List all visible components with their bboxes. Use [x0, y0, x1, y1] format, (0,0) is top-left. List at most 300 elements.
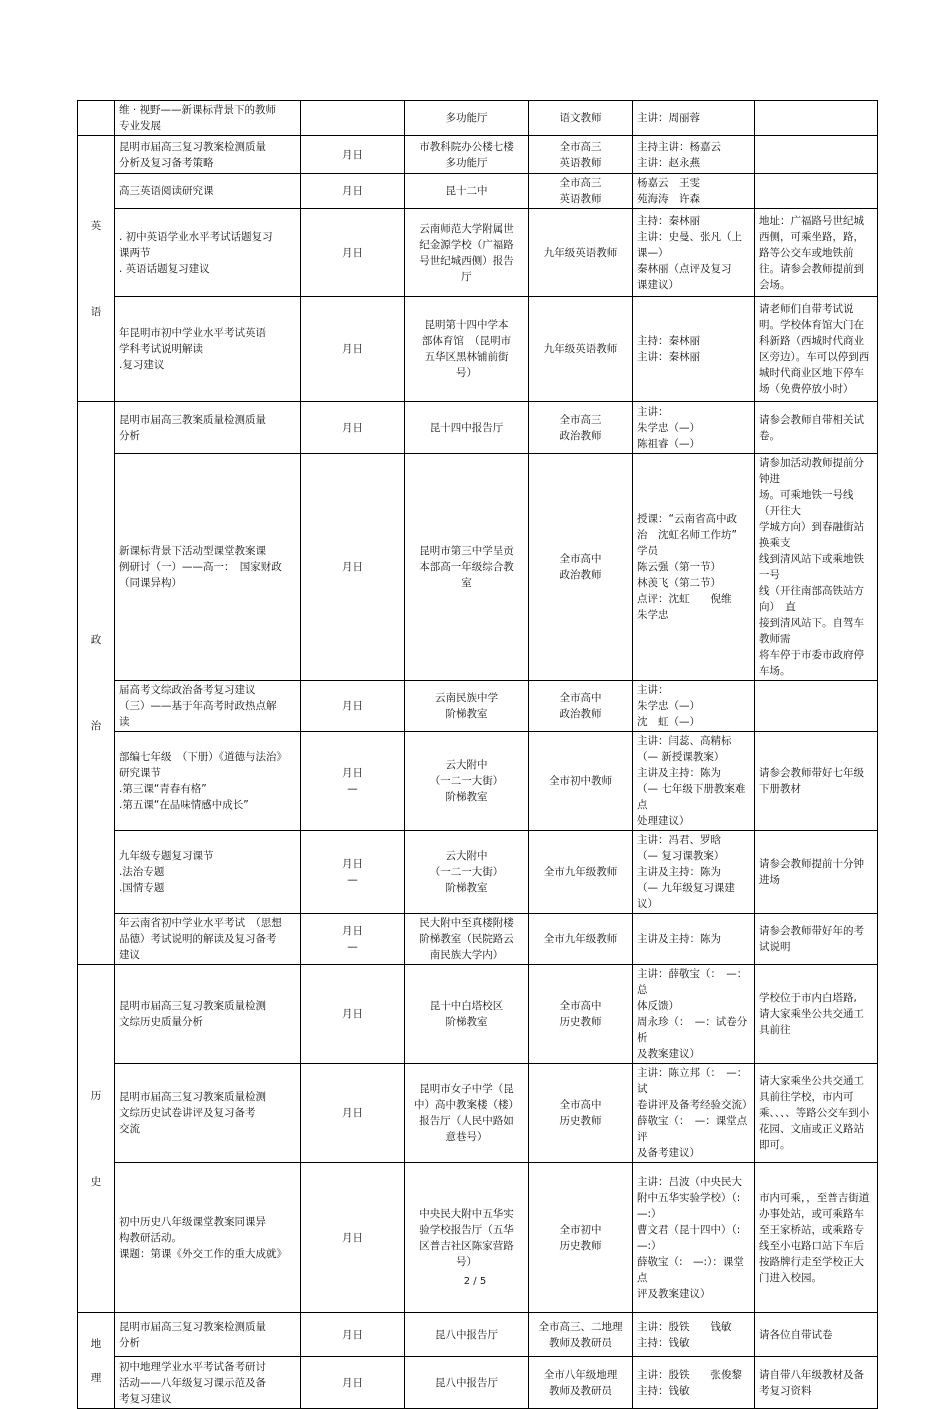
cell-line: 主讲及主持：陈为: [637, 866, 721, 878]
page-number: 2 / 5: [463, 1276, 487, 1287]
activity-note: [755, 1357, 878, 1409]
cell-line: 请参会教师提前十分钟: [759, 858, 864, 870]
cell-line: 周永珍（： —：试卷分析: [637, 1016, 748, 1044]
activity-content: [115, 209, 301, 297]
subject-cell: [78, 402, 115, 965]
cell-line: 主讲：殷铁 张俊黎: [637, 1368, 742, 1381]
activity-speaker: [633, 831, 755, 914]
cell-line: 九年级专题复习课节: [119, 850, 214, 862]
cell-line: —:）: [637, 1239, 662, 1252]
cell-line: 号）: [456, 367, 477, 379]
activity-audience: [529, 209, 633, 297]
activity-content: [115, 831, 301, 914]
activity-speaker: [633, 402, 755, 454]
cell-line: 主讲：史曼、张凡（上: [637, 230, 742, 243]
table-row: [78, 681, 878, 732]
table-row: [78, 1313, 878, 1357]
activity-speaker: [633, 209, 755, 297]
cell-line: 主讲：: [637, 405, 669, 418]
activity-note: [755, 454, 878, 681]
cell-line: .第三课“青春有格”: [119, 783, 207, 795]
activity-location: [405, 402, 529, 454]
cell-line: 年云南省初中学业水平考试 （思想: [119, 917, 282, 929]
cell-line: 地址：广福路号世纪城: [759, 214, 864, 227]
subject-char: 语: [90, 305, 102, 318]
cell-line: 品德）考试说明的解读及复习备考: [119, 933, 277, 945]
activity-speaker: [633, 965, 755, 1064]
cell-line: 验学校报告厅（五华: [419, 1223, 514, 1236]
cell-line: 请自带八年级教材及备: [759, 1368, 864, 1381]
activity-content: [115, 965, 301, 1064]
activity-audience: [529, 402, 633, 454]
activity-time: [301, 1357, 405, 1409]
activity-audience: [529, 965, 633, 1064]
cell-line: 昆明市第三中学呈贡: [419, 545, 514, 557]
activity-speaker: [633, 101, 755, 136]
activity-note: [755, 402, 878, 454]
cell-line: 市内可乘，，至普吉街道: [759, 1191, 870, 1204]
cell-line: 课两节: [119, 246, 151, 259]
cell-line: 多功能厅: [445, 156, 488, 169]
activity-location: [405, 297, 529, 402]
cell-line: 卷。: [759, 429, 780, 442]
cell-line: 意巷号）: [445, 1131, 488, 1143]
table-row: [78, 1357, 878, 1409]
cell-line: 请大家乘坐公共交通工: [759, 1075, 864, 1087]
activity-speaker: [633, 136, 755, 174]
cell-line: 专业发展: [119, 120, 161, 132]
subject-char: 政: [90, 634, 102, 646]
cell-line: 主讲：冯君、罗晗: [637, 834, 721, 846]
activity-time: [301, 101, 405, 136]
cell-line: 朱学忠（—）: [637, 700, 700, 712]
cell-line: 维 · 视野——新课标背景下的教师: [119, 104, 277, 116]
time-line: 月日: [342, 246, 363, 259]
activity-speaker: [633, 1357, 755, 1409]
time-line: —: [347, 783, 358, 795]
cell-line: 全市高三: [559, 177, 602, 189]
activity-note: [755, 914, 878, 965]
cell-line: 分析及复习备考策略: [119, 156, 214, 169]
cell-line: 薛敬宝（： —：课堂点评: [637, 1115, 748, 1143]
time-line: 月日: [342, 700, 363, 712]
cell-line: . 英语话题复习建议: [119, 262, 210, 275]
cell-line: 本部高一年级综合教: [419, 561, 514, 573]
cell-line: 下册教材: [759, 783, 801, 795]
cell-line: 全市高三、二地理: [538, 1320, 623, 1333]
cell-line: 曹文君（昆十四中）（:: [637, 1223, 741, 1236]
activity-content: [115, 297, 301, 402]
cell-line: 新课标背景下活动型课堂教案课: [119, 545, 266, 557]
cell-line: 按路牌行走至学校正大: [759, 1255, 864, 1268]
cell-line: .法治专题: [119, 866, 165, 878]
activity-content: [115, 914, 301, 965]
cell-line: 试说明: [759, 941, 791, 953]
cell-line: 学员: [637, 545, 658, 557]
activity-content: [115, 136, 301, 174]
activity-speaker: [633, 681, 755, 732]
activity-note: [755, 136, 878, 174]
time-line: 月日: [342, 1008, 363, 1020]
cell-line: 西侧，可乘坐路，路，: [759, 230, 864, 243]
table-row: [78, 101, 878, 136]
subject-cell: [78, 101, 115, 136]
cell-line: 陈云强（第一节）: [637, 561, 721, 573]
cell-line: 课—）: [637, 246, 669, 259]
activity-location: [405, 101, 529, 136]
cell-line: 届高考文综政治备考复习建议: [119, 684, 256, 696]
subject-char: 英: [90, 219, 102, 232]
time-line: 月日: [342, 858, 363, 870]
cell-line: 区旁边）。车可以停到西: [759, 351, 870, 363]
cell-line: 阶梯教室: [445, 882, 488, 894]
cell-line: 全市高中: [559, 692, 602, 704]
time-line: 月日: [342, 148, 363, 161]
cell-line: 民大附中至真楼附楼: [419, 917, 514, 929]
cell-line: 中）高中教案楼（楼）: [414, 1099, 519, 1111]
cell-line: 昆明第十四中学本: [424, 319, 509, 331]
activity-content: [115, 454, 301, 681]
cell-line: 卷讲评及备考经验交流）: [637, 1099, 753, 1111]
cell-line: 昆明市届高三复习教案质量检测: [119, 1091, 266, 1103]
cell-line: 全市高三: [559, 413, 602, 426]
cell-line: 明。学校体育馆大门在: [759, 319, 864, 331]
cell-line: 课建议）: [637, 278, 679, 291]
activity-audience: [529, 454, 633, 681]
cell-line: 林羡飞（第二节）: [637, 577, 721, 589]
activity-time: [301, 297, 405, 402]
cell-line: 厅: [461, 270, 472, 283]
cell-line: 请参会教师带好年的考: [759, 925, 864, 937]
activity-content: [115, 1357, 301, 1409]
activity-audience: [529, 1064, 633, 1163]
cell-line: 学城方向）到春融街站换乘支: [759, 521, 864, 549]
cell-line: 初中历史八年级课堂教案同课异: [119, 1215, 266, 1228]
cell-line: 处理建议）: [637, 815, 690, 827]
cell-line: 主持主讲：杨嘉云: [637, 140, 721, 153]
cell-line: 主持：钱敏: [637, 1336, 690, 1349]
cell-line: 九年级英语教师: [543, 343, 618, 355]
activity-note: [755, 209, 878, 297]
activity-note: [755, 965, 878, 1064]
subject-char: 史: [90, 1175, 102, 1188]
cell-line: （— 复习课教案）: [637, 850, 725, 862]
cell-line: 分析: [119, 429, 140, 442]
activity-time: [301, 732, 405, 831]
cell-line: 即可。: [759, 1139, 791, 1151]
cell-line: 昆明市女子中学（昆: [419, 1083, 514, 1095]
activity-content: [115, 1064, 301, 1163]
cell-line: 请老师们自带考试说: [759, 303, 854, 315]
cell-line: 分析: [119, 1336, 140, 1349]
cell-line: 请各位自带试卷: [759, 1328, 833, 1341]
cell-line: 例研讨（一）——高一： 国家财政: [119, 561, 282, 573]
cell-line: 文综历史试卷讲评及复习备考: [119, 1107, 256, 1119]
cell-line: 纪金源学校（广福路: [419, 238, 514, 251]
time-line: 月日: [342, 1328, 363, 1341]
cell-line: 主讲：殷铁 钱敏: [637, 1320, 732, 1333]
activity-note: [755, 681, 878, 732]
activity-time: [301, 402, 405, 454]
activity-time: [301, 965, 405, 1064]
activity-note: [755, 174, 878, 209]
cell-line: 课题：第课《外交工作的重大成就》: [119, 1247, 287, 1260]
cell-line: 体反馈）: [637, 1000, 679, 1012]
cell-line: 年昆明市初中学业水平考试英语: [119, 327, 266, 339]
subject-cell: [78, 1313, 115, 1409]
cell-line: 治 沈虹名师工作坊”: [637, 529, 737, 541]
cell-line: 主讲：: [637, 684, 669, 696]
time-line: 月日: [342, 185, 363, 197]
table-row: [78, 297, 878, 402]
activity-speaker: [633, 1313, 755, 1357]
cell-line: 学科考试说明解读: [119, 343, 203, 355]
cell-line: （同课异构）: [119, 577, 182, 589]
cell-line: 昆八中报告厅: [435, 1376, 498, 1389]
cell-line: 全市高中: [559, 1099, 602, 1111]
activity-time: [301, 1064, 405, 1163]
table-row: [78, 1163, 878, 1313]
cell-line: 多功能厅: [445, 112, 488, 124]
activity-location: [405, 1357, 529, 1409]
subject-cell: [78, 136, 115, 402]
cell-line: 杨嘉云 王雯: [637, 177, 700, 189]
activity-content: [115, 101, 301, 136]
cell-line: 主持：秦林丽: [637, 335, 700, 347]
cell-line: 中央民大附中五华实: [419, 1207, 514, 1220]
subject-char: 历: [90, 1089, 102, 1102]
cell-line: 主持：钱敏: [637, 1384, 690, 1397]
cell-line: 及备考建议）: [637, 1147, 700, 1159]
activity-note: [755, 1313, 878, 1357]
subject-char: 治: [90, 720, 102, 732]
cell-line: 全市九年级教师: [543, 933, 618, 945]
activity-content: [115, 681, 301, 732]
cell-line: 研究课节: [119, 767, 161, 779]
cell-line: 交流: [119, 1123, 140, 1135]
activity-note: [755, 101, 878, 136]
activity-time: [301, 454, 405, 681]
cell-line: 接到清风站下。自驾车教师需: [759, 617, 864, 645]
cell-line: 读: [119, 716, 130, 728]
cell-line: 全市初中教师: [549, 775, 612, 787]
cell-line: . 初中英语学业水平考试话题复习: [119, 230, 273, 243]
cell-line: 全市高中: [559, 1000, 602, 1012]
activity-speaker: [633, 732, 755, 831]
cell-line: 会场。: [759, 278, 791, 291]
cell-line: 号）: [456, 1255, 477, 1268]
cell-line: 考复习资料: [759, 1384, 812, 1397]
cell-line: 阶梯教室（民院路云: [419, 933, 514, 945]
activity-content: [115, 732, 301, 831]
activity-speaker: [633, 1163, 755, 1313]
cell-line: 历史教师: [559, 1016, 602, 1028]
table-row: [78, 174, 878, 209]
cell-line: 昆十二中: [445, 185, 488, 197]
table-row: [78, 402, 878, 454]
activity-location: [405, 681, 529, 732]
cell-line: 昆明市届高三复习教案检测质量: [119, 140, 266, 153]
cell-line: 场（免费停放小时）: [759, 383, 854, 395]
cell-line: 秦林丽（点评及复习: [637, 262, 732, 275]
cell-line: 云南师范大学附属世: [419, 222, 514, 235]
cell-line: 附中五华实验学校）（:: [637, 1191, 741, 1204]
cell-line: 场。可乘地铁一号线 （开往大: [759, 489, 864, 517]
cell-line: 朱学忠（—）: [637, 421, 700, 434]
cell-line: 评及教案建议）: [637, 1287, 711, 1300]
activity-time: [301, 136, 405, 174]
cell-line: 英语教师: [559, 193, 602, 205]
cell-line: 主讲及主持：陈为: [637, 767, 721, 779]
activity-audience: [529, 732, 633, 831]
cell-line: 阶梯教室: [445, 791, 488, 803]
activity-content: [115, 174, 301, 209]
cell-line: 昆十四中报告厅: [429, 421, 504, 434]
cell-line: 将车停于市委市政府停车场。: [759, 649, 864, 677]
activity-speaker: [633, 174, 755, 209]
cell-line: 号世纪城西侧）报告: [419, 254, 514, 267]
cell-line: 全市高三: [559, 140, 602, 153]
activity-time: [301, 1313, 405, 1357]
cell-line: 主讲：闫蕊、高精标: [637, 735, 732, 747]
cell-line: 请参会教师自带相关试: [759, 413, 864, 426]
table-row: [78, 732, 878, 831]
table-row: [78, 209, 878, 297]
cell-line: 沈 虹（—）: [637, 716, 700, 728]
cell-line: 陈祖睿（—）: [637, 437, 700, 450]
activity-location: [405, 914, 529, 965]
time-line: —: [347, 874, 358, 886]
time-line: 月日: [342, 1231, 363, 1244]
time-line: 月日: [342, 343, 363, 355]
cell-line: 请参加活动教师提前分钟进: [759, 457, 864, 485]
cell-line: 花园、文庙或正义路站: [759, 1123, 864, 1135]
cell-line: 办事处站，或可乘路车: [759, 1207, 864, 1220]
cell-line: 政治教师: [559, 569, 602, 581]
table-row: [78, 914, 878, 965]
cell-line: （一二一大街）: [429, 775, 504, 787]
cell-line: （— 九年级复习课建: [637, 882, 735, 894]
cell-line: 至王家桥站，或乘路专: [759, 1223, 864, 1236]
cell-line: 朱学忠: [637, 609, 669, 621]
cell-line: 高三英语阅读研究课: [119, 185, 214, 197]
subject-cell: [78, 965, 115, 1313]
cell-line: 昆明市届高三教案质量检测质量: [119, 413, 266, 426]
cell-line: 英语教师: [559, 156, 602, 169]
activity-audience: [529, 914, 633, 965]
cell-line: 请参会教师带好七年级: [759, 767, 864, 779]
cell-line: 主持：秦林丽: [637, 214, 700, 227]
cell-line: 历史教师: [559, 1239, 602, 1252]
cell-line: 城时代商业区地下停车: [759, 367, 864, 379]
activity-location: [405, 831, 529, 914]
time-line: 月日: [342, 421, 363, 434]
table-row: [78, 454, 878, 681]
cell-line: 薛敬宝（: —:）：课堂点: [637, 1255, 744, 1284]
subject-char: 理: [90, 1371, 102, 1384]
cell-line: 授课：“云南省高中政: [637, 513, 737, 525]
cell-line: 具前往: [759, 1024, 791, 1036]
cell-line: 线到清风站下或乘地铁一号: [759, 553, 864, 581]
table-row: [78, 1064, 878, 1163]
subject-char: 地: [90, 1337, 102, 1350]
cell-line: 进场: [759, 874, 780, 886]
cell-line: （三）——基于年高考时政热点解: [119, 700, 277, 712]
cell-line: .复习建议: [119, 359, 165, 371]
table-row: [78, 136, 878, 174]
cell-line: 主讲：陈立邦（： —：试: [637, 1067, 748, 1095]
activity-audience: [529, 1163, 633, 1313]
cell-line: 全市初中: [559, 1223, 602, 1236]
activity-location: [405, 1313, 529, 1357]
cell-line: 乘、、、、等路公交车到小: [759, 1107, 870, 1119]
activity-location: [405, 1064, 529, 1163]
cell-line: 昆十中白塔校区: [429, 1000, 504, 1012]
cell-line: 南民族大学内）: [429, 949, 504, 961]
activity-location: [405, 965, 529, 1064]
cell-line: —:）: [637, 1207, 662, 1220]
cell-line: 全市高中: [559, 553, 602, 565]
activity-time: [301, 1163, 405, 1313]
cell-line: 阶梯教室: [445, 1016, 488, 1028]
cell-line: 议）: [637, 898, 658, 910]
cell-line: 线（开往南部高铁站方向） 直: [759, 585, 864, 613]
cell-line: 活动——八年级复习课示范及备: [119, 1376, 266, 1389]
activity-note: [755, 1064, 878, 1163]
activity-location: [405, 136, 529, 174]
cell-line: 主讲：吕波（中央民大: [637, 1175, 742, 1188]
time-line: 月日: [342, 1107, 363, 1119]
cell-line: 初中地理学业水平考试备考研讨: [119, 1360, 266, 1373]
cell-line: 语文教师: [559, 112, 602, 124]
cell-line: 全市八年级地理: [543, 1368, 618, 1381]
cell-line: .国情专题: [119, 882, 165, 894]
cell-line: 主讲及主持：陈为: [637, 933, 721, 945]
activity-time: [301, 681, 405, 732]
activity-note: [755, 732, 878, 831]
cell-line: 具前往学校，市内可: [759, 1091, 854, 1103]
cell-line: 市教科院办公楼七楼: [419, 140, 514, 153]
activity-audience: [529, 174, 633, 209]
cell-line: 昆明市届高三复习教案质量检测: [119, 1000, 266, 1012]
activity-audience: [529, 136, 633, 174]
cell-line: 请大家乘坐公共交通工: [759, 1008, 864, 1020]
time-line: —: [347, 941, 358, 953]
table-row: [78, 831, 878, 914]
activity-time: [301, 914, 405, 965]
activity-time: [301, 831, 405, 914]
activity-content: [115, 1313, 301, 1357]
cell-line: 及教案建议）: [637, 1048, 700, 1060]
cell-line: 主讲：薛敬宝（： —：总: [637, 968, 748, 996]
activity-note: [755, 1163, 878, 1313]
cell-line: 昆明市届高三复习教案检测质量: [119, 1320, 266, 1333]
cell-line: 建议: [119, 949, 140, 961]
activity-location: [405, 174, 529, 209]
cell-line: 五华区黑林铺前街: [424, 351, 509, 363]
time-line: 月日: [342, 767, 363, 779]
cell-line: 点评：沈虹 倪维: [637, 593, 732, 605]
time-line: 月日: [342, 1376, 363, 1389]
cell-line: （— 七年级下册教案难点: [637, 783, 746, 811]
activity-location: [405, 454, 529, 681]
cell-line: （一二一大街）: [429, 866, 504, 878]
activity-audience: [529, 297, 633, 402]
activity-content: [115, 1163, 301, 1313]
cell-line: 云大附中: [445, 850, 488, 862]
activity-location: [405, 732, 529, 831]
cell-line: 科新路（西城时代商业: [759, 335, 864, 347]
